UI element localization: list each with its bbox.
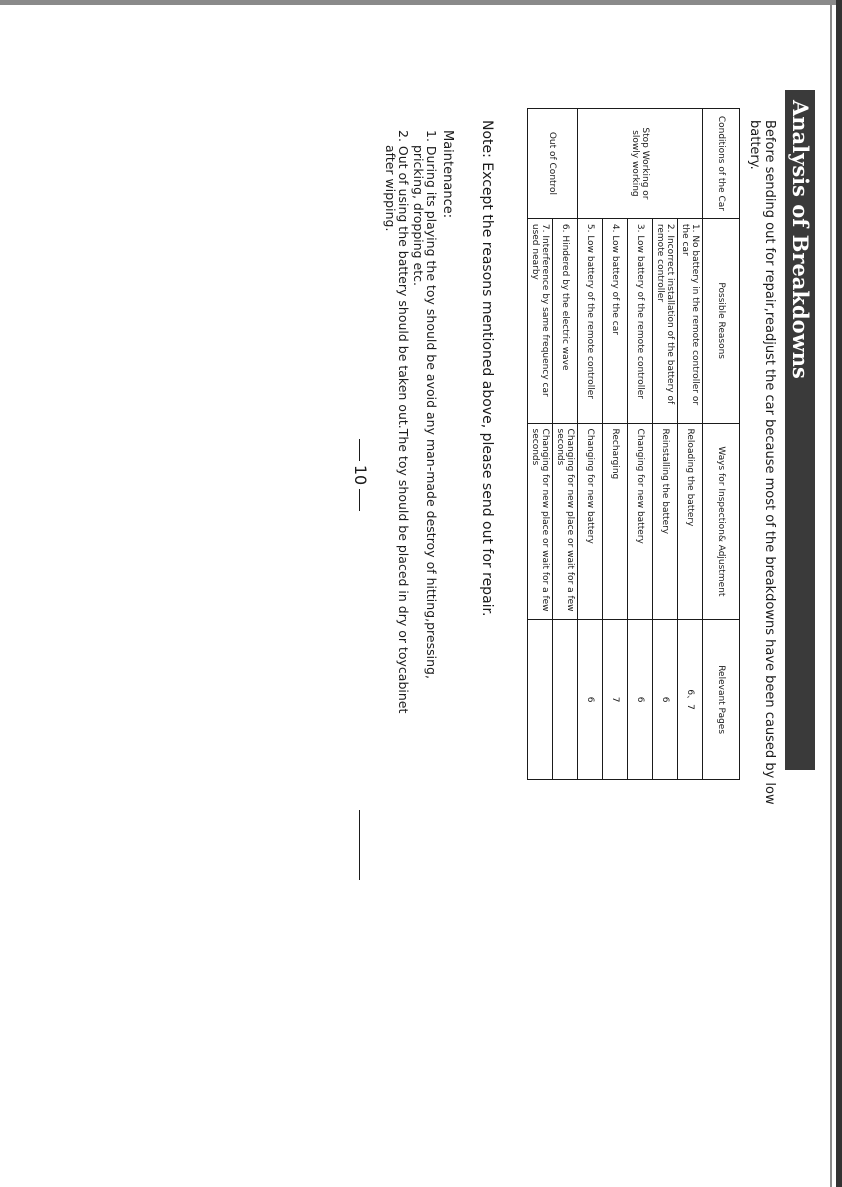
maintenance-line: 1. During its playing the toy should be avoid any man-made destroy of hitting,pressing, <box>424 130 439 679</box>
scan-edge-top <box>0 0 842 5</box>
page-title: Analysis of Breakdowns <box>785 90 815 770</box>
maintenance-line: after wipping. <box>383 145 398 232</box>
table-row <box>678 109 703 780</box>
maintenance-line: pricking, dropping etc. <box>411 145 426 286</box>
ways-cell: Reinstalling the battery <box>653 423 678 620</box>
reason-cell: 7. Interference by same frequency car used nearby <box>528 218 553 423</box>
table-row <box>553 109 578 780</box>
intro-paragraph: Before sending out for repair,readjust the car because most of the breakdowns have been caused by low battery. <box>747 120 777 805</box>
table-header-row <box>703 109 740 780</box>
pages-cell: 7 <box>603 620 628 780</box>
ways-cell: Changing for new place or wait for a few seconds <box>553 423 578 620</box>
ways-cell: Reloading the battery <box>678 423 703 620</box>
reason-cell: 4. Low battery of the car <box>603 218 628 423</box>
scan-edge-right-line <box>830 0 832 1187</box>
ways-cell: Recharging <box>603 423 628 620</box>
ways-cell: Changing for new battery <box>628 423 653 620</box>
ways-cell: Changing for new battery <box>578 423 603 620</box>
maintenance-line: 2. Out of using the battery should be taken out.The toy should be placed in dry or toycabinet <box>396 130 411 714</box>
header-pages: Relevant Pages <box>703 620 740 780</box>
condition-cell: Stop Working or slowly working <box>578 109 703 219</box>
scan-edge-right <box>836 0 842 1187</box>
header-ways: Ways for Inspection& Adjustment <box>703 423 740 620</box>
reason-cell: 3. Low battery of the remote controller <box>628 218 653 423</box>
pages-cell: 6 <box>628 620 653 780</box>
ways-cell: Changing for new place or wait for a few seconds <box>528 423 553 620</box>
repair-note: Note: Except the reasons mentioned above, please send out for repair. <box>479 120 495 617</box>
reason-cell: 2. Incorrect installation of the battery of remote controller <box>653 218 678 423</box>
breakdowns-table <box>527 108 740 780</box>
reason-cell: 5. Low battery of the remote controller <box>578 218 603 423</box>
rotated-page-content <box>115 90 815 1130</box>
pages-cell <box>553 620 578 780</box>
maintenance-item <box>384 130 410 790</box>
pages-cell: 6、7 <box>678 620 703 780</box>
reason-cell: 6. Hindered by the electric wave <box>553 218 578 423</box>
divider-line <box>359 810 360 880</box>
maintenance-heading: Maintenance: <box>440 130 455 219</box>
page-number: 10 <box>350 425 370 525</box>
pages-cell: 6 <box>578 620 603 780</box>
pages-cell: 6 <box>653 620 678 780</box>
pages-cell <box>528 620 553 780</box>
header-condition: Conditions of the Car <box>703 109 740 219</box>
maintenance-item <box>412 130 438 790</box>
reason-cell: 1. No battery in the remote controller or the car <box>678 218 703 423</box>
header-reason: Possible Reasons <box>703 218 740 423</box>
condition-cell: Out of Control <box>528 109 578 219</box>
